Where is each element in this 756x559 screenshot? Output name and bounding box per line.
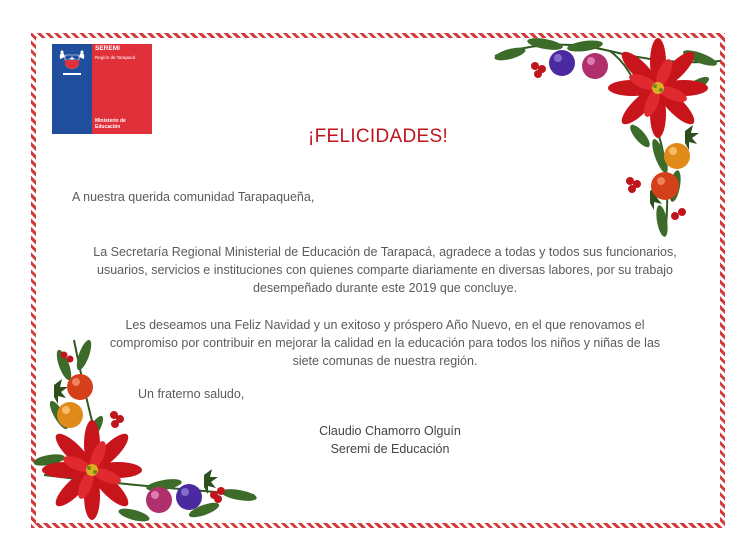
signature-title: Seremi de Educación [330, 442, 450, 456]
letter-closing: Un fraterno saludo, [138, 387, 245, 401]
chile-coat-of-arms-icon [57, 49, 87, 77]
paragraph-2-line: compromiso por contribuir en mejorar la calidad en la educación para todos los niños y niñas de las [109, 336, 661, 350]
seremi-logo [52, 44, 152, 134]
letter-paragraph-1 [60, 243, 710, 297]
paragraph-1-line: desempeñado durante este 2019 que concluye. [252, 281, 518, 295]
logo-ministry-line2: Educación [95, 124, 121, 130]
signature-name: Claudio Chamorro Olguín [319, 424, 461, 438]
paragraph-2-line: siete comunas de nuestra región. [292, 354, 478, 368]
letter-greeting: A nuestra querida comunidad Tarapaqueña, [72, 190, 315, 204]
paragraph-1-line: La Secretaría Regional Ministerial de Educación de Tarapacá, agradece a todas y todos sus funcionarios, [93, 245, 677, 259]
letter-paragraph-2 [60, 316, 710, 370]
logo-title: SEREMI [95, 45, 120, 52]
logo-red-panel [92, 44, 152, 134]
paragraph-1-line: usuarios, servicios e instituciones con quienes comparte diariamente en diversas labores, por su trabajo [97, 263, 673, 277]
logo-blue-panel [52, 44, 92, 134]
logo-ministry-line1: Ministerio de [95, 118, 126, 124]
logo-region: Región de Tarapacá [95, 55, 136, 60]
paragraph-2-line: Les deseamos una Feliz Navidad y un exitoso y próspero Año Nuevo, en el que renovamos el [125, 318, 645, 332]
letter-heading: ¡FELICIDADES! [307, 126, 449, 147]
